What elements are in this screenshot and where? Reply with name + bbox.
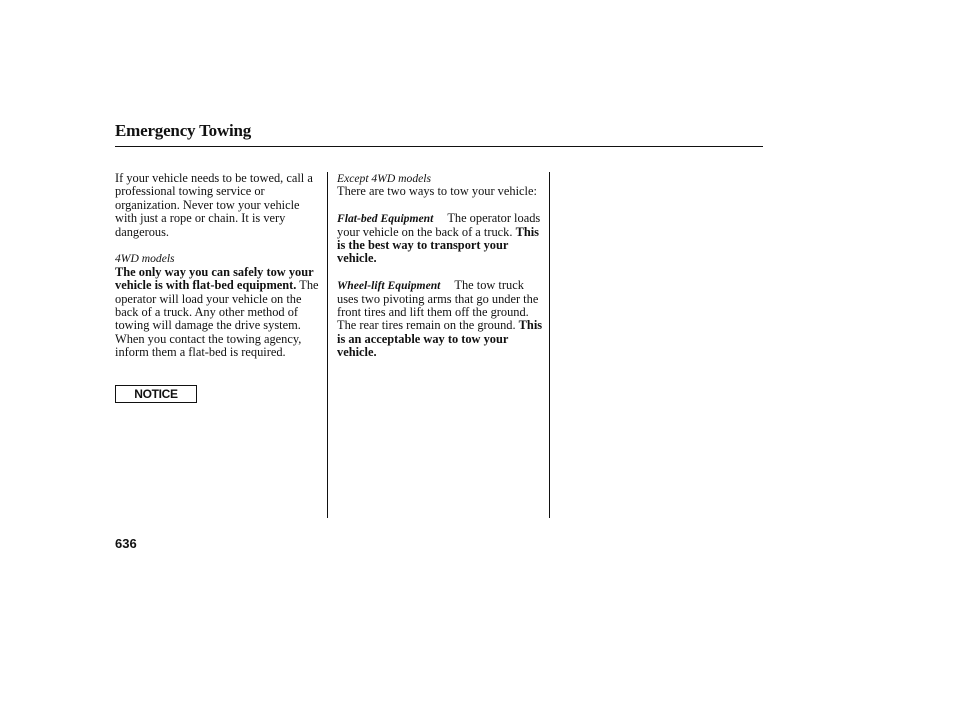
4wd-warning-bold: The only way you can safely tow your vehicle is with flat-bed equipment. [115,264,314,293]
4wd-warning-body: The operator will load your vehicle on the back of a truck. Any other method of towing will damage the drive system. When you contact the towing agency, inform them a flat-bed is required. [115,278,319,360]
notice-label: NOTICE [134,387,178,401]
title-divider [115,146,763,147]
column-divider-right [549,172,550,518]
intro-paragraph: If your vehicle needs to be towed, call a professional towing service or organization. Never tow your vehicle with just a rope or chain. It is very dangerous. [115,171,313,239]
column-divider-left [327,172,328,518]
flatbed-body: The operator loads your vehicle on the back of a truck. [337,211,541,239]
wheellift-heading: Wheel-lift Equipment [337,279,441,293]
model-label-4wd: 4WD models [115,252,175,266]
page-number: 636 [115,536,137,551]
4wd-towing-paragraph [115,266,321,360]
wheellift-body: The tow truck uses two pivoting arms that go under the front tires and lift them off the ground. The rear tires remain on the ground. [337,278,539,333]
page-title: Emergency Towing [115,121,252,140]
towing-ways-intro: There are two ways to tow your vehicle: [337,184,537,199]
flatbed-paragraph [337,212,543,266]
wheellift-paragraph [337,279,543,359]
model-label-except-4wd: Except 4WD models [337,172,432,185]
column-left [115,172,321,360]
flatbed-bold: This is the best way to transport your vehicle. [337,224,539,266]
wheellift-bold: This is an acceptable way to tow your vehicle. [337,318,543,360]
notice-badge [115,385,197,403]
flatbed-heading: Flat-bed Equipment [337,212,434,226]
column-middle [337,172,543,360]
